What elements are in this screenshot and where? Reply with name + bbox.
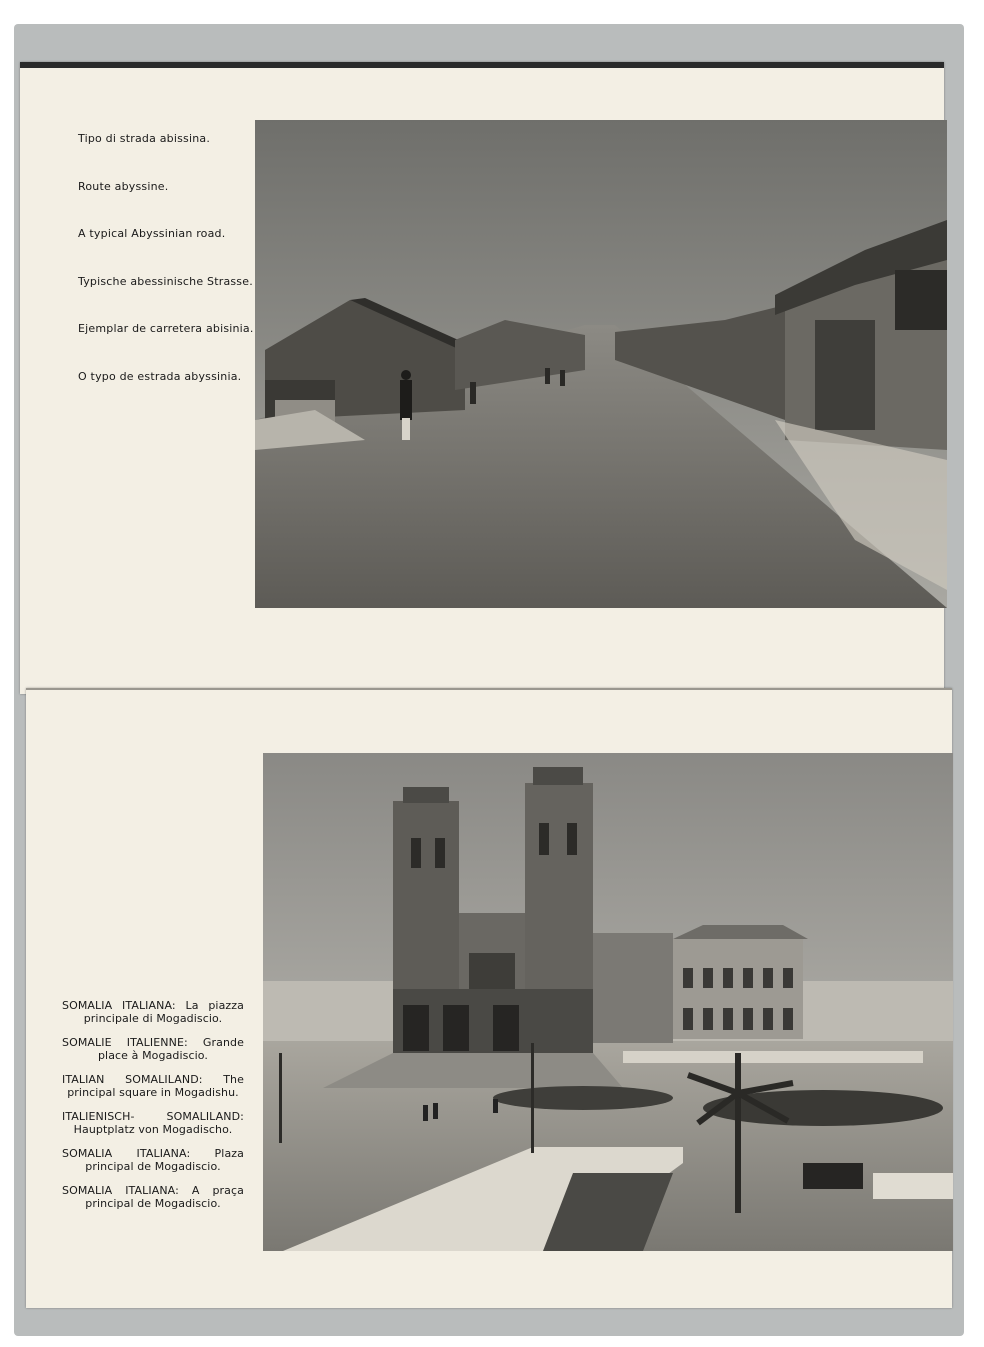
caption-spanish: Ejemplar de carretera abisinia. [78, 322, 254, 335]
top-caption-list [78, 132, 254, 417]
caption-french: Route abyssine. [78, 179, 169, 193]
caption-english: A typical Abyssinian road. [78, 227, 226, 240]
caption-portuguese: O typo de estrada abyssinia. [78, 369, 242, 383]
mogadishu-square-photo [263, 753, 953, 1251]
square-photo-graphic [263, 753, 953, 1251]
road-photo-graphic [255, 120, 947, 608]
bottom-caption-list [62, 1000, 244, 1222]
abyssinian-road-photo [255, 120, 947, 608]
caption-german: ITALIENISCH- SOMALILAND: Hauptplatz von Mogadischo. [62, 1110, 244, 1136]
caption-english: ITALIAN SOMALILAND: The principal square in Mogadishu. [62, 1073, 244, 1099]
caption-french: SOMALIE ITALIENNE: Grande place à Mogadiscio. [62, 1036, 244, 1062]
caption-german: Typische abessinische Strasse. [78, 274, 253, 288]
caption-spanish: SOMALIA ITALIANA: Plaza principal de Mogadiscio. [62, 1147, 244, 1173]
caption-italian: Tipo di strada abissina. [78, 132, 211, 145]
caption-italian: SOMALIA ITALIANA: La piazza principale di Mogadiscio. [62, 999, 244, 1025]
caption-portuguese: SOMALIA ITALIANA: A praça principal de Mogadiscio. [62, 1184, 244, 1210]
